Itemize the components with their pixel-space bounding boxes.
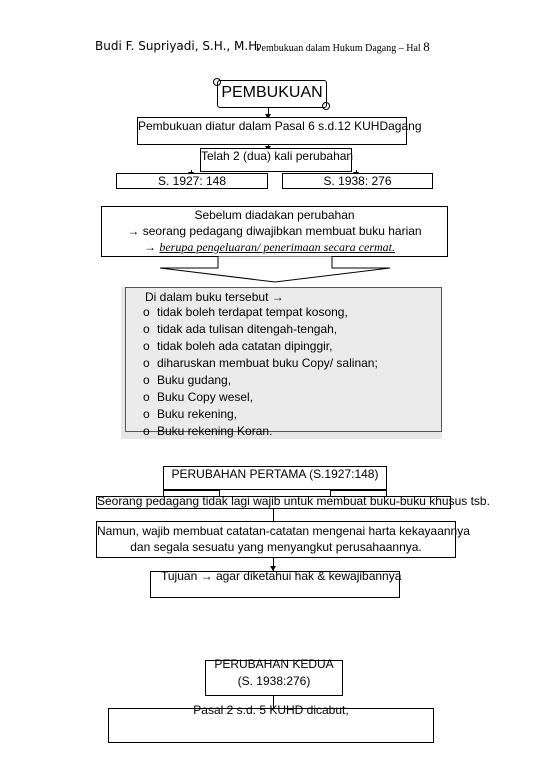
before-line3-text: berupa pengeluaran/ penerimaan secara cermat. (159, 240, 395, 254)
pasal-box (137, 117, 422, 145)
before-line3 (102, 240, 447, 255)
list-item-text: Buku gudang, (157, 373, 232, 387)
arrow-icon: → (271, 290, 284, 304)
list-item (143, 423, 272, 439)
second-change-line-box (108, 703, 434, 743)
header-author: Budi F. Supriyadi, S.H., M.H. (95, 39, 261, 53)
list-item (143, 389, 253, 405)
list-item-text: tidak ada tulisan ditengah-tengah, (157, 322, 338, 336)
change2-box (282, 173, 433, 189)
bullet-icon: o (143, 305, 150, 319)
list-item (143, 355, 378, 371)
before-line1: Sebelum diadakan perubahan (194, 208, 355, 222)
scroll-curl-left (213, 78, 221, 86)
goal-text: agar diketahui hak & kewajibannya (215, 569, 402, 583)
book-intro (145, 290, 284, 305)
arrow-icon: → (200, 569, 213, 583)
goal-label: Tujuan (161, 569, 198, 583)
list-item-text: tidak boleh terdapat tempat kosong, (157, 305, 348, 319)
bullet-icon: o (143, 373, 150, 387)
second-change-line1: Pasal 2 s.d. 5 KUHD dicabut, (193, 703, 349, 717)
changes-box (200, 148, 352, 172)
list-item (143, 372, 231, 388)
first-change-line2a: Namun, wajib membuat catatan-catatan mengenai harta kekayaannya (97, 524, 470, 538)
change1-box (116, 173, 268, 189)
header-doc-title (256, 39, 430, 55)
bullet-icon: o (143, 322, 150, 336)
before-line2 (102, 224, 447, 239)
second-change-title1: PERUBAHAN KEDUA (214, 657, 334, 671)
connector-line (273, 509, 274, 521)
pasal-text: Pembukuan diatur dalam Pasal 6 s.d.12 KUHDagang (138, 119, 422, 133)
bullet-icon: o (143, 390, 150, 404)
down-arrow-shape (160, 256, 390, 284)
change2-text: S. 1938: 276 (323, 174, 392, 188)
bullet-icon: o (143, 356, 150, 370)
change1-text: S. 1927: 148 (157, 174, 227, 188)
first-change-line1-box (96, 494, 490, 509)
list-item (143, 406, 237, 422)
changes-text: Telah 2 (dua) kali perubahan (201, 149, 354, 163)
first-change-title: PERUBAHAN PERTAMA (S.1927:148) (171, 467, 379, 481)
list-item (143, 338, 332, 354)
list-item (143, 304, 348, 320)
list-item-text: Buku rekening, (157, 407, 238, 421)
first-change-line2b: dan segala sesuatu yang menyangkut perusahaannya. (130, 540, 422, 554)
list-item-text: tidak boleh ada catatan dipinggir, (157, 339, 333, 353)
title-box (217, 80, 327, 108)
first-change-title-box (163, 466, 387, 490)
goal-box (150, 571, 400, 598)
bullet-icon: o (143, 424, 150, 438)
book-intro-text: Di dalam buku tersebut (145, 290, 269, 304)
header-page-number: 8 (423, 39, 430, 54)
second-change-title2: (S. 1938:276) (237, 674, 311, 688)
first-change-line2-box (96, 521, 470, 558)
title-text: PEMBUKUAN (221, 84, 323, 101)
bullet-icon: o (143, 407, 150, 421)
list-item-text: Buku Copy wesel, (157, 390, 254, 404)
bullet-icon: o (143, 339, 150, 353)
first-change-line1: Seorang pedagang tidak lagi wajib untuk membuat buku-buku khusus tsb. (97, 494, 490, 508)
arrow-icon: → (127, 224, 140, 238)
header-doc-title-text: Pembukuan dalam Hukum Dagang – Hal (256, 43, 421, 54)
list-item-text: Buku rekening Koran. (157, 424, 273, 438)
list-item-text: diharuskan membuat buku Copy/ salinan; (157, 356, 378, 370)
list-item (143, 321, 337, 337)
scroll-curl-right (322, 102, 330, 110)
arrow-icon: → (144, 240, 157, 254)
second-change-title-box (205, 657, 343, 696)
goal-line (151, 569, 402, 584)
before-box (101, 206, 448, 257)
before-line2-text: seorang pedagang diwajibkan membuat buku harian (142, 224, 422, 238)
